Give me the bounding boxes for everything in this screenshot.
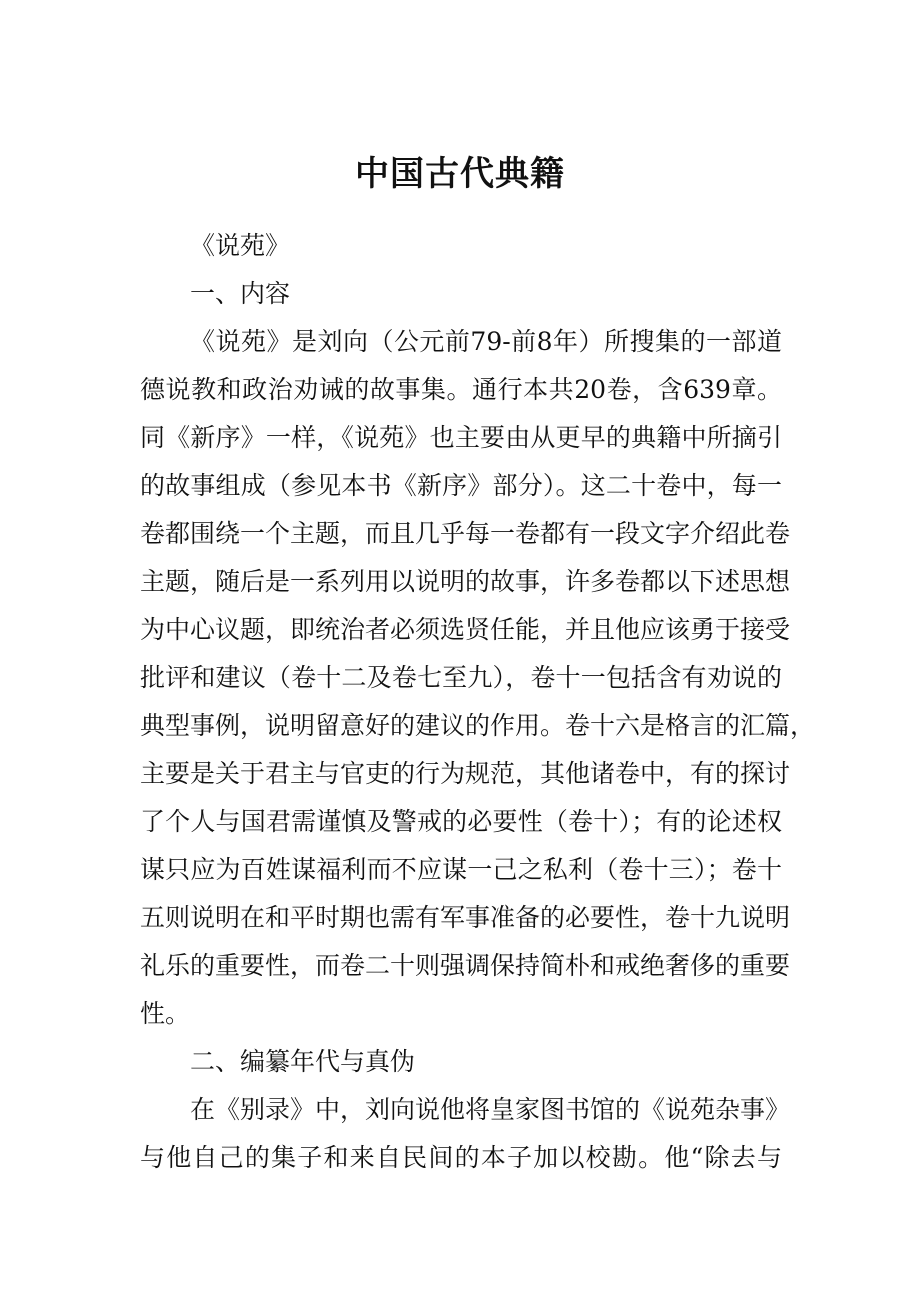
paragraph-line: 在《别录》中，刘向说他将皇家图书馆的《说苑杂事》: [190, 1095, 791, 1124]
paragraph-line: 主题，随后是一系列用以说明的故事，许多卷都以下述思想: [140, 567, 791, 596]
paragraph-line: 为中心议题，即统治者必须选贤任能，并且他应该勇于接受: [140, 615, 791, 644]
paragraph-line: 五则说明在和平时期也需有军事准备的必要性，卷十九说明: [140, 903, 791, 932]
paragraph-line: 同《新序》一样，《说苑》也主要由从更早的典籍中所摘引: [140, 423, 782, 452]
paragraph-line: 礼乐的重要性，而卷二十则强调保持简朴和戒绝奢侈的重要: [140, 951, 791, 980]
paragraph-line: 了个人与国君需谨慎及警戒的必要性（卷十）；有的论述权: [140, 807, 782, 836]
document-title: 中国古代典籍: [355, 154, 565, 194]
paragraph-date: [140, 1086, 791, 1182]
paragraph-line: 性。: [140, 999, 191, 1028]
paragraph-line: 批评和建议（卷十二及卷七至九），卷十一包括含有劝说的: [140, 663, 782, 692]
book-title: 《说苑》: [190, 231, 291, 260]
paragraph-line: 典型事例，说明留意好的建议的作用。卷十六是格言的汇篇，: [140, 711, 816, 740]
section-heading-content: 一、内容: [190, 279, 291, 308]
document-body: [140, 222, 816, 1182]
section-heading-date: 二、编纂年代与真伪: [190, 1047, 416, 1076]
paragraph-line: 卷都围绕一个主题，而且几乎每一卷都有一段文字介绍此卷: [140, 519, 791, 548]
paragraph-line: 谋只应为百姓谋福利而不应谋一己之私利（卷十三）；卷十: [140, 855, 782, 884]
paragraph-line: 德说教和政治劝诫的故事集。通行本共20卷，含639章。: [140, 375, 782, 404]
paragraph-line: 的故事组成（参见本书《新序》部分）。这二十卷中，每一: [140, 471, 782, 500]
paragraph-line: 《说苑》是刘向（公元前79-前8年）所搜集的一部道: [190, 327, 782, 356]
paragraph-line: 主要是关于君主与官吏的行为规范，其他诸卷中，有的探讨: [140, 759, 791, 788]
paragraph-line: 与他自己的集子和来自民间的本子加以校勘。他“除去与: [140, 1143, 782, 1172]
paragraph-content: [140, 318, 816, 1038]
